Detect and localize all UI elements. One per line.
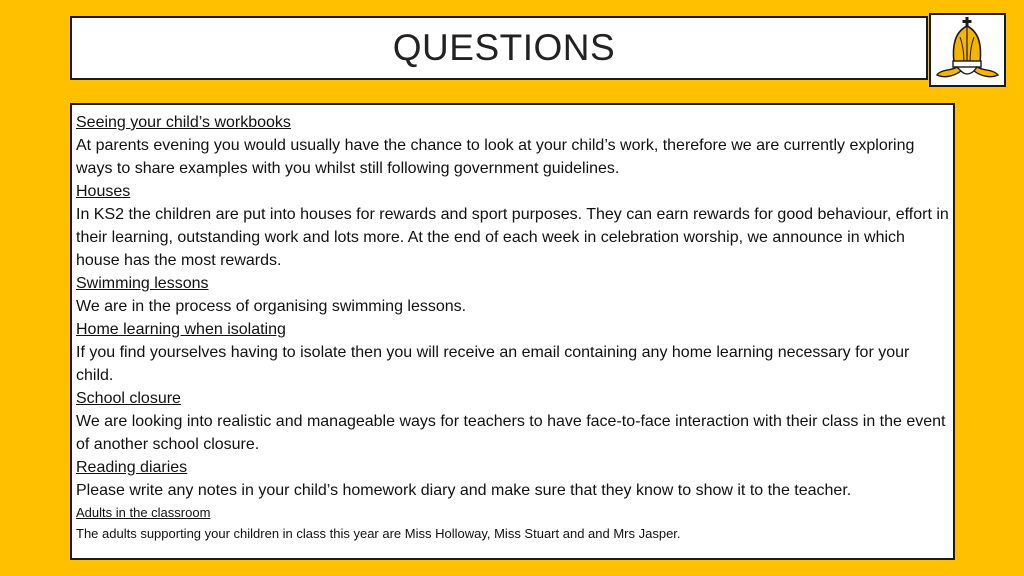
section-heading: Home learning when isolating — [76, 321, 286, 338]
section-heading: Swimming lessons — [76, 275, 209, 292]
section-body: We are in the process of organising swimming lessons. — [76, 298, 467, 315]
section-heading: Adults in the classroom — [76, 505, 211, 520]
section-body: Please write any notes in your child’s homework diary and make sure that they know to show it to the teacher. — [76, 482, 852, 499]
section-body: If you find yourselves having to isolate then you will receive an email containing any home learning necessary for your child. — [76, 344, 910, 384]
section-swimming — [76, 272, 949, 318]
section-body: In KS2 the children are put into houses for rewards and sport purposes. They can earn rewards for good behaviour, effort in their learning, outstanding work and lots more. At the end of each week in celebration worship, we announce in which house has the most rewards. — [76, 206, 949, 269]
section-school-closure — [76, 387, 949, 456]
section-heading: Seeing your child’s workbooks — [76, 114, 291, 131]
section-adults — [76, 502, 949, 544]
page-title: QUESTIONS — [392, 27, 616, 68]
section-body: We are looking into realistic and manageable ways for teachers to have face-to-face interaction with their class in the event of another school closure. — [76, 413, 946, 453]
section-houses — [76, 180, 949, 272]
mitre-crest-icon — [931, 15, 1004, 85]
section-workbooks — [76, 111, 949, 180]
school-logo — [929, 13, 1006, 87]
questions-content — [70, 103, 955, 560]
title-banner — [70, 16, 928, 80]
section-body: The adults supporting your children in class this year are Miss Holloway, Miss Stuart and and Mrs Jasper. — [76, 526, 681, 541]
section-home-learning — [76, 318, 949, 387]
section-heading: Reading diaries — [76, 459, 188, 476]
section-heading: School closure — [76, 390, 181, 407]
section-reading-diaries — [76, 456, 949, 502]
section-heading: Houses — [76, 183, 131, 200]
section-body: At parents evening you would usually have the chance to look at your child’s work, therefore we are currently exploring ways to share examples with you whilst still following government guidelines. — [76, 137, 915, 177]
